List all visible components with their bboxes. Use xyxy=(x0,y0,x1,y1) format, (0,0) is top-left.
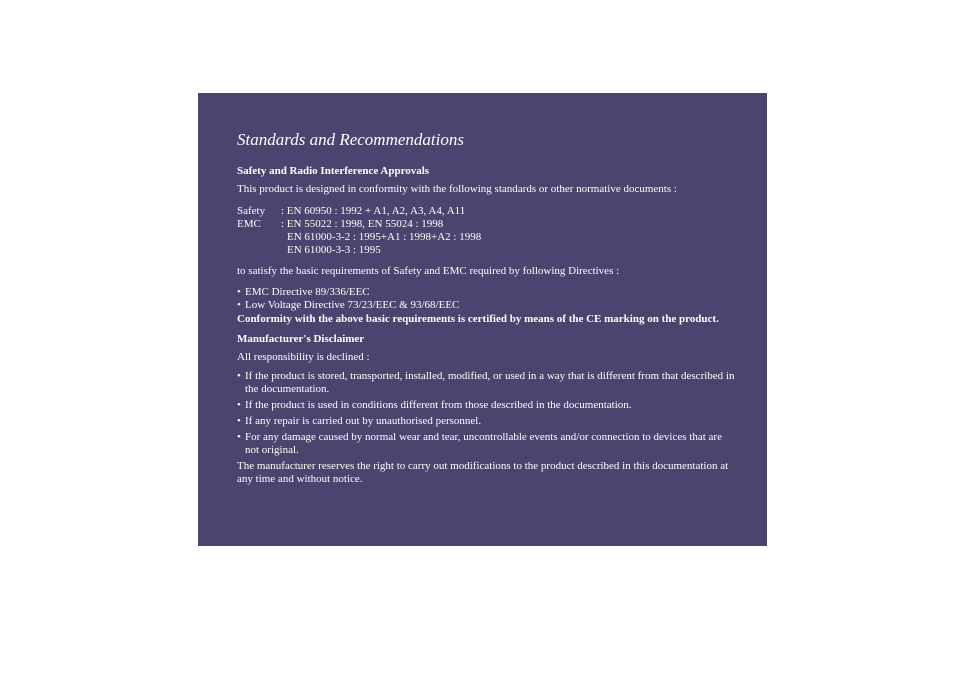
bullet-icon: • xyxy=(237,431,241,443)
disclaimer-heading: Manufacturer's Disclaimer xyxy=(237,333,365,345)
approvals-intro: This product is designed in conformity with the following standards or other normative documents : xyxy=(237,183,677,195)
page-title: Standards and Recommendations xyxy=(237,130,464,149)
bullet-icon: • xyxy=(237,299,241,311)
standard-label: EMC xyxy=(237,218,261,230)
disclaimer-footer: The manufacturer reserves the right to carry out modifications to the product described in this documentation at any time and without notice. xyxy=(237,460,729,485)
standard-row-safety xyxy=(237,205,737,218)
list-item: • EMC Directive 89/336/EEC xyxy=(237,286,370,298)
standards-table xyxy=(237,205,737,257)
standard-label: Safety xyxy=(237,205,266,217)
disclaimer-list xyxy=(237,370,737,457)
bullet-icon: • xyxy=(237,370,241,382)
conformity-statement: Conformity with the above basic requirements is certified by means of the CE marking on the product. xyxy=(237,313,719,325)
standard-value: EN 61000-3-2 : 1995+A1 : 1998+A2 : 1998 xyxy=(287,231,482,243)
standards-panel xyxy=(198,93,767,546)
list-item: • Low Voltage Directive 73/23/EEC & 93/68/EEC xyxy=(237,299,460,311)
directives-list xyxy=(237,286,737,312)
standard-value: : EN 55022 : 1998, EN 55024 : 1998 xyxy=(281,218,444,230)
standard-row-emc xyxy=(237,218,737,257)
directives-intro: to satisfy the basic requirements of Safety and EMC required by following Directives : xyxy=(237,265,620,277)
bullet-icon: • xyxy=(237,286,241,298)
list-item: • For any damage caused by normal wear and tear, uncontrollable events and/or connection to devices that are not original. xyxy=(237,431,722,456)
list-item: • If any repair is carried out by unauthorised personnel. xyxy=(237,415,482,427)
bullet-icon: • xyxy=(237,415,241,427)
bullet-icon: • xyxy=(237,399,241,411)
approvals-heading: Safety and Radio Interference Approvals xyxy=(237,165,430,177)
standard-value: EN 61000-3-3 : 1995 xyxy=(287,244,381,256)
standard-value: : EN 60950 : 1992 + A1, A2, A3, A4, A11 xyxy=(281,205,466,217)
disclaimer-intro: All responsibility is declined : xyxy=(237,351,370,363)
list-item: • If the product is stored, transported, installed, modified, or used in a way that is different from that described in the documentation. xyxy=(237,370,735,395)
list-item: • If the product is used in conditions different from those described in the documentation. xyxy=(237,399,632,411)
